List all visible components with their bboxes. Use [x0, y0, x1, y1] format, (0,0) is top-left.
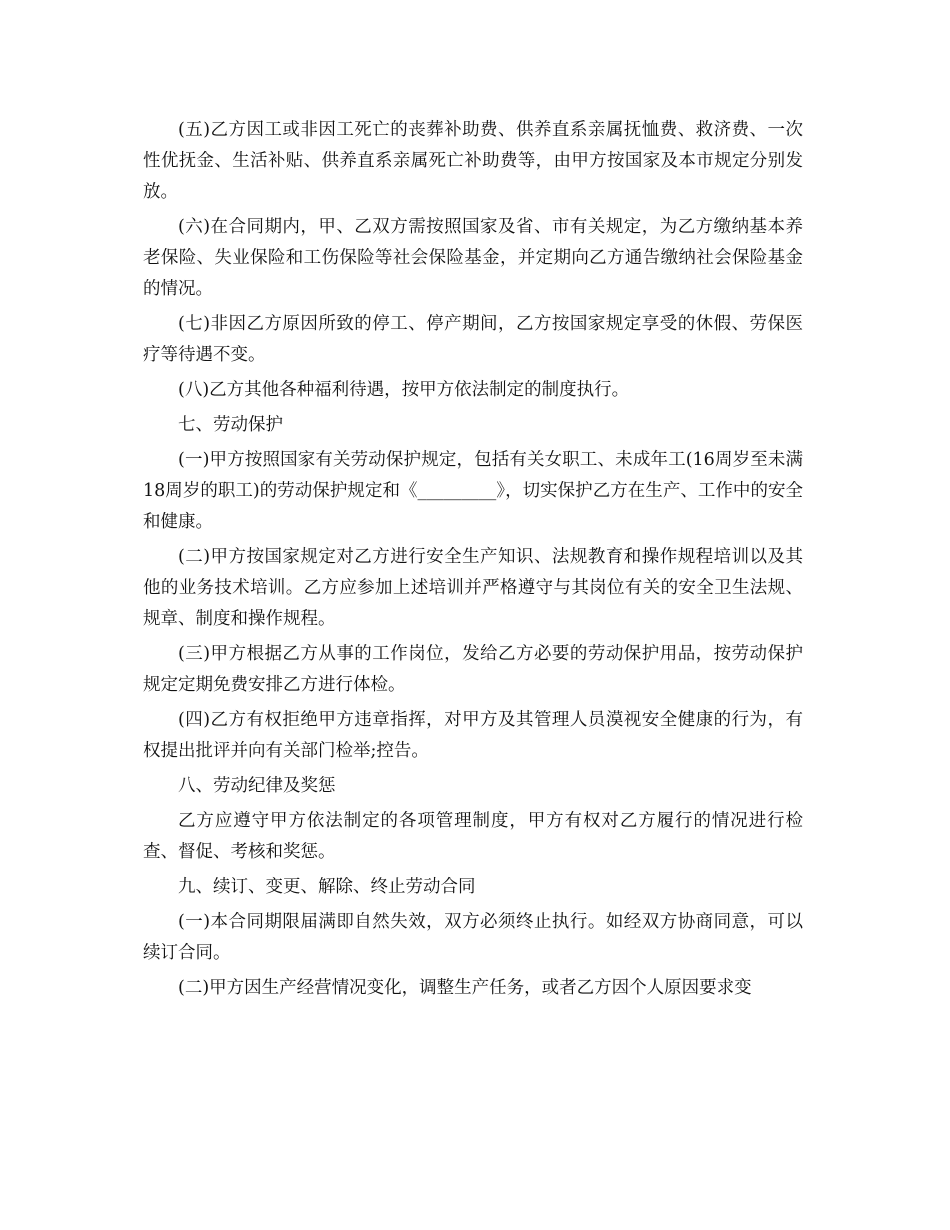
paragraph-contract-1: (一)本合同期限届满即自然失效，双方必须终止执行。如经双方协商同意，可以续订合同。: [143, 912, 803, 963]
paragraph-8-other-benefits: (八)乙方其他各种福利待遇，按甲方依法制定的制度执行。: [178, 380, 630, 400]
paragraph-5-funeral-subsidy: (五)乙方因工或非因工死亡的丧葬补助费、供养直系亲属抚恤费、救济费、一次性优抚金、生活补贴、供养直系亲属死亡补助费等，由甲方按国家及本市规定分别发放。: [143, 120, 803, 202]
section-heading-labor-protection: 七、劳动保护: [178, 415, 283, 435]
section-heading-contract-changes: 九、续订、变更、解除、终止劳动合同: [178, 877, 476, 897]
paragraph-protection-4: (四)乙方有权拒绝甲方违章指挥，对甲方及其管理人员漠视安全健康的行为，有权提出批评并向有关部门检举;控告。: [143, 710, 803, 761]
paragraph-protection-3: (三)甲方根据乙方从事的工作岗位，发给乙方必要的劳动保护用品，按劳动保护规定定期免费安排乙方进行体检。: [143, 644, 803, 695]
section-heading-discipline: 八、劳动纪律及奖惩: [178, 776, 336, 796]
paragraph-6-social-insurance: (六)在合同期内，甲、乙双方需按照国家及省、市有关规定，为乙方缴纳基本养老保险、失业保险和工伤保险等社会保险基金，并定期向乙方通告缴纳社会保险基金的情况。: [143, 217, 803, 299]
paragraph-protection-2: (二)甲方按国家规定对乙方进行安全生产知识、法规教育和操作规程培训以及其他的业务技术培训。乙方应参加上述培训并严格遵守与其岗位有关的安全卫生法规、规章、制度和操作规程。: [143, 547, 803, 629]
paragraph-7-work-stoppage: (七)非因乙方原因所致的停工、停产期间，乙方按国家规定享受的休假、劳保医疗等待遇不变。: [143, 314, 803, 365]
document-body: [143, 115, 803, 1008]
paragraph-contract-2: (二)甲方因生产经营情况变化，调整生产任务，或者乙方因个人原因要求变: [178, 978, 752, 998]
paragraph-discipline: 乙方应遵守甲方依法制定的各项管理制度，甲方有权对乙方履行的情况进行检查、督促、考核和奖惩。: [143, 811, 803, 862]
paragraph-protection-1: (一)甲方按照国家有关劳动保护规定，包括有关女职工、未成年工(16周岁至未满18周岁的职工)的劳动保护规定和《_________》，切实保护乙方在生产、工作中的安全和健康。: [143, 450, 803, 532]
